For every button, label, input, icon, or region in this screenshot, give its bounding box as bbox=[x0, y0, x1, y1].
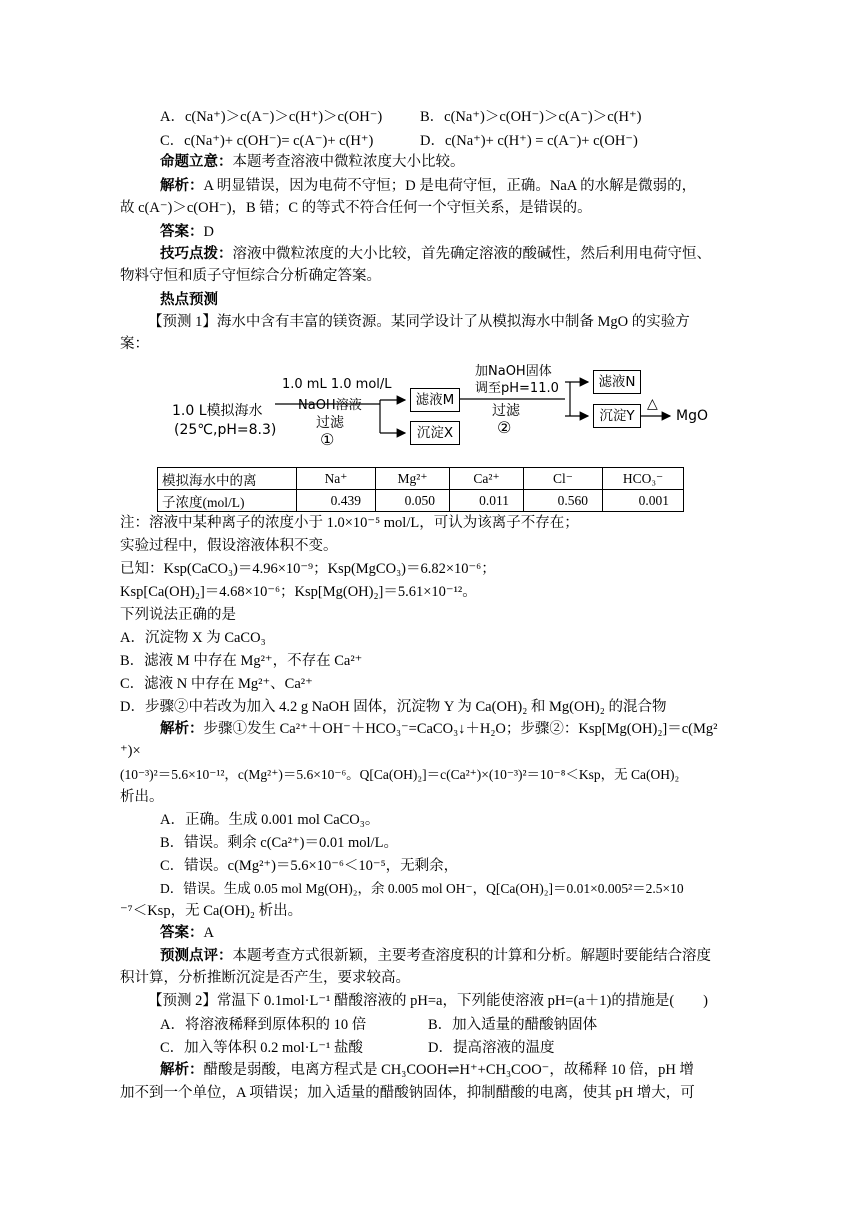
question1-stem: 下列说法正确的是 bbox=[120, 607, 236, 623]
value-hco3: 0.001 bbox=[603, 490, 684, 512]
analysis3-label: 解析： bbox=[160, 1062, 204, 1078]
note-line1: 注：溶液中某种离子的浓度小于 1.0×10⁻⁵ mol/L，可认为该离子不存在； bbox=[120, 515, 579, 531]
header-hco3: HCO₃⁻ bbox=[603, 468, 684, 490]
question1-option-d: D．步骤②中若改为加入 4.2 g NaOH 固体，沉淀物 Y 为 Ca(OH)₂ 和 Mg(OH)₂ 的混合物 bbox=[120, 699, 667, 715]
answer2-line bbox=[160, 922, 214, 944]
analysis3-text: 醋酸是弱酸，电离方程式是 CH₃COOH⇌H⁺+CH₃COO⁻，故稀释 10 倍，pH 增 bbox=[203, 1062, 694, 1078]
flow-diagram bbox=[165, 360, 725, 460]
header-cl: Cl⁻ bbox=[524, 468, 603, 490]
analysis1-text: A 明显错误，因为电荷不守恒；D 是电荷守恒，正确。NaA 的水解是微弱的， bbox=[203, 178, 697, 194]
answer1-text: D bbox=[203, 224, 214, 240]
analysis2-label: 解析： bbox=[160, 721, 204, 737]
question1-option-c: C．滤液 N 中存在 Mg²⁺、Ca²⁺ bbox=[120, 676, 313, 692]
precipitate-x-box: 沉淀X bbox=[410, 421, 460, 445]
answer2-label: 答案： bbox=[160, 925, 204, 941]
analysis3-cont: 加不到一个单位，A 项错误；加入适量的醋酸钠固体，抑制醋酸的电离，使其 pH 增大，可 bbox=[120, 1085, 695, 1101]
review-cont: 积计算，分析推断沉淀是否产生，要求较高。 bbox=[120, 970, 410, 986]
analysis2-d-cont: ⁻⁷＜Ksp，无 Ca(OH)₂ 析出。 bbox=[120, 903, 303, 919]
tip-cont: 物料守恒和质子守恒综合分析确定答案。 bbox=[120, 268, 381, 284]
option-row-ab bbox=[160, 105, 641, 126]
heat-symbol: △ bbox=[647, 396, 658, 412]
step2-reagent-line2: 调至pH=11.0 bbox=[475, 381, 559, 396]
review-label: 预测点评： bbox=[160, 948, 233, 964]
start-label-line2: (25℃,pH=8.3) bbox=[174, 422, 277, 438]
prediction2-row-ab bbox=[160, 1013, 597, 1034]
intent-line bbox=[160, 151, 465, 173]
filtrate-m-box: 滤液M bbox=[410, 388, 460, 412]
row-label-1: 模拟海水中的离 bbox=[158, 468, 297, 490]
analysis2-b: B．错误。剩余 c(Ca²⁺)＝0.01 mol/L。 bbox=[160, 835, 398, 851]
precipitate-y-box: 沉淀Y bbox=[593, 404, 641, 428]
header-ca: Ca²⁺ bbox=[450, 468, 524, 490]
analysis2-c: C．错误。c(Mg²⁺)＝5.6×10⁻⁶＜10⁻⁵，无剩余， bbox=[160, 858, 459, 874]
answer1-line bbox=[160, 221, 214, 243]
step1-reagent-line1: 1.0 mL 1.0 mol/L bbox=[282, 377, 392, 392]
analysis2-text: 步骤①发生 Ca²⁺＋OH⁻＋HCO₃⁻=CaCO₃↓＋H₂O；步骤②：Ksp[Mg(OH)₂]＝c(Mg² bbox=[203, 721, 718, 737]
ion-concentration-table bbox=[157, 467, 684, 512]
intent-label: 命题立意： bbox=[160, 154, 233, 170]
option-d: D．c(Na⁺)+ c(H⁺) = c(A⁻)+ c(OH⁻) bbox=[420, 133, 638, 149]
option-b: B．c(Na⁺)＞c(OH⁻)＞c(A⁻)＞c(H⁺) bbox=[420, 109, 642, 125]
answer1-label: 答案： bbox=[160, 224, 204, 240]
analysis2-a: A．正确。生成 0.001 mol CaCO₃。 bbox=[160, 812, 380, 828]
prediction2-option-c: C．加入等体积 0.2 mol·L⁻¹ 盐酸 bbox=[160, 1040, 363, 1056]
value-cl: 0.560 bbox=[524, 490, 603, 512]
table-row bbox=[158, 490, 684, 512]
value-mg: 0.050 bbox=[376, 490, 450, 512]
hot-prediction-heading: 热点预测 bbox=[160, 292, 218, 308]
step2-filter: 过滤 bbox=[492, 403, 520, 419]
analysis3-line bbox=[160, 1059, 694, 1081]
prediction2-row-cd bbox=[160, 1036, 554, 1057]
analysis1-cont: 故 c(A⁻)＞c(OH⁻)，B 错；C 的等式不符合任何一个守恒关系，是错误的。 bbox=[120, 200, 592, 216]
start-label-line1: 1.0 L模拟海水 bbox=[172, 403, 263, 419]
value-na: 0.439 bbox=[297, 490, 376, 512]
row-label-2: 子浓度(mol/L) bbox=[158, 490, 297, 512]
step1-number: ① bbox=[320, 430, 335, 449]
ksp-line1: 已知：Ksp(CaCO₃)＝4.96×10⁻⁹；Ksp(MgCO₃)＝6.82×10⁻⁶； bbox=[120, 561, 496, 577]
prediction1-line1: 【预测 1】海水中含有丰富的镁资源。某同学设计了从模拟海水中制备 MgO 的实验方 bbox=[148, 314, 690, 330]
prediction1-line2: 案： bbox=[120, 336, 149, 352]
tip-text: 溶液中微粒浓度的大小比较，首先确定溶液的酸碱性，然后利用电荷守恒、 bbox=[232, 246, 711, 262]
analysis1-line bbox=[160, 175, 696, 197]
answer2-text: A bbox=[203, 925, 214, 941]
step1-reagent-line2: NaOH溶液 bbox=[298, 398, 362, 413]
header-mg: Mg²⁺ bbox=[376, 468, 450, 490]
step2-reagent-line1: 加NaOH固体 bbox=[475, 364, 552, 379]
tip-label: 技巧点拨： bbox=[160, 246, 233, 262]
prediction2-stem: 【预测 2】常温下 0.1mol·L⁻¹ 醋酸溶液的 pH=a，下列能使溶液 pH=(a＋1)的措施是( ) bbox=[148, 993, 708, 1009]
header-na: Na⁺ bbox=[297, 468, 376, 490]
question1-option-b: B．滤液 M 中存在 Mg²⁺，不存在 Ca²⁺ bbox=[120, 653, 363, 669]
step1-filter: 过滤 bbox=[316, 415, 344, 431]
product-mgo: MgO bbox=[676, 408, 708, 424]
option-row-cd bbox=[160, 129, 638, 150]
analysis2-line2: ⁺)× bbox=[120, 743, 141, 759]
note-line2: 实验过程中，假设溶液体积不变。 bbox=[120, 538, 338, 554]
review-line bbox=[160, 945, 711, 967]
analysis2-d: D．错误。生成 0.05 mol Mg(OH)₂，余 0.005 mol OH⁻，Q[Ca(OH)₂]＝0.01×0.005²＝2.5×10 bbox=[160, 881, 684, 896]
prediction2-option-a: A．将溶液稀释到原体积的 10 倍 bbox=[160, 1017, 367, 1033]
intent-text: 本题考查溶液中微粒浓度大小比较。 bbox=[232, 154, 465, 170]
analysis2-line4: 析出。 bbox=[120, 789, 164, 805]
ksp-line2: Ksp[Ca(OH)₂]＝4.68×10⁻⁶；Ksp[Mg(OH)₂]＝5.61×10⁻¹²。 bbox=[120, 584, 477, 600]
option-a: A．c(Na⁺)＞c(A⁻)＞c(H⁺)＞c(OH⁻) bbox=[160, 109, 383, 125]
question1-option-a: A．沉淀物 X 为 CaCO₃ bbox=[120, 630, 266, 646]
option-c: C．c(Na⁺)+ c(OH⁻)= c(A⁻)+ c(H⁺) bbox=[160, 133, 374, 149]
value-ca: 0.011 bbox=[450, 490, 524, 512]
analysis1-label: 解析： bbox=[160, 178, 204, 194]
prediction2-option-b: B．加入适量的醋酸钠固体 bbox=[428, 1017, 598, 1033]
filtrate-n-box: 滤液N bbox=[593, 370, 641, 394]
review-text: 本题考查方式很新颖，主要考查溶度积的计算和分析。解题时要能结合溶度 bbox=[232, 948, 711, 964]
analysis2-line3: (10⁻³)²＝5.6×10⁻¹²，c(Mg²⁺)＝5.6×10⁻⁶。Q[Ca(OH)₂]＝c(Ca²⁺)×(10⁻³)²＝10⁻⁸＜Ksp，无 Ca(OH)₂ bbox=[120, 767, 680, 782]
analysis2-line bbox=[160, 718, 717, 740]
prediction2-option-d: D．提高溶液的温度 bbox=[428, 1040, 555, 1056]
table-row bbox=[158, 468, 684, 490]
step2-number: ② bbox=[497, 418, 512, 437]
tip-line bbox=[160, 243, 711, 265]
